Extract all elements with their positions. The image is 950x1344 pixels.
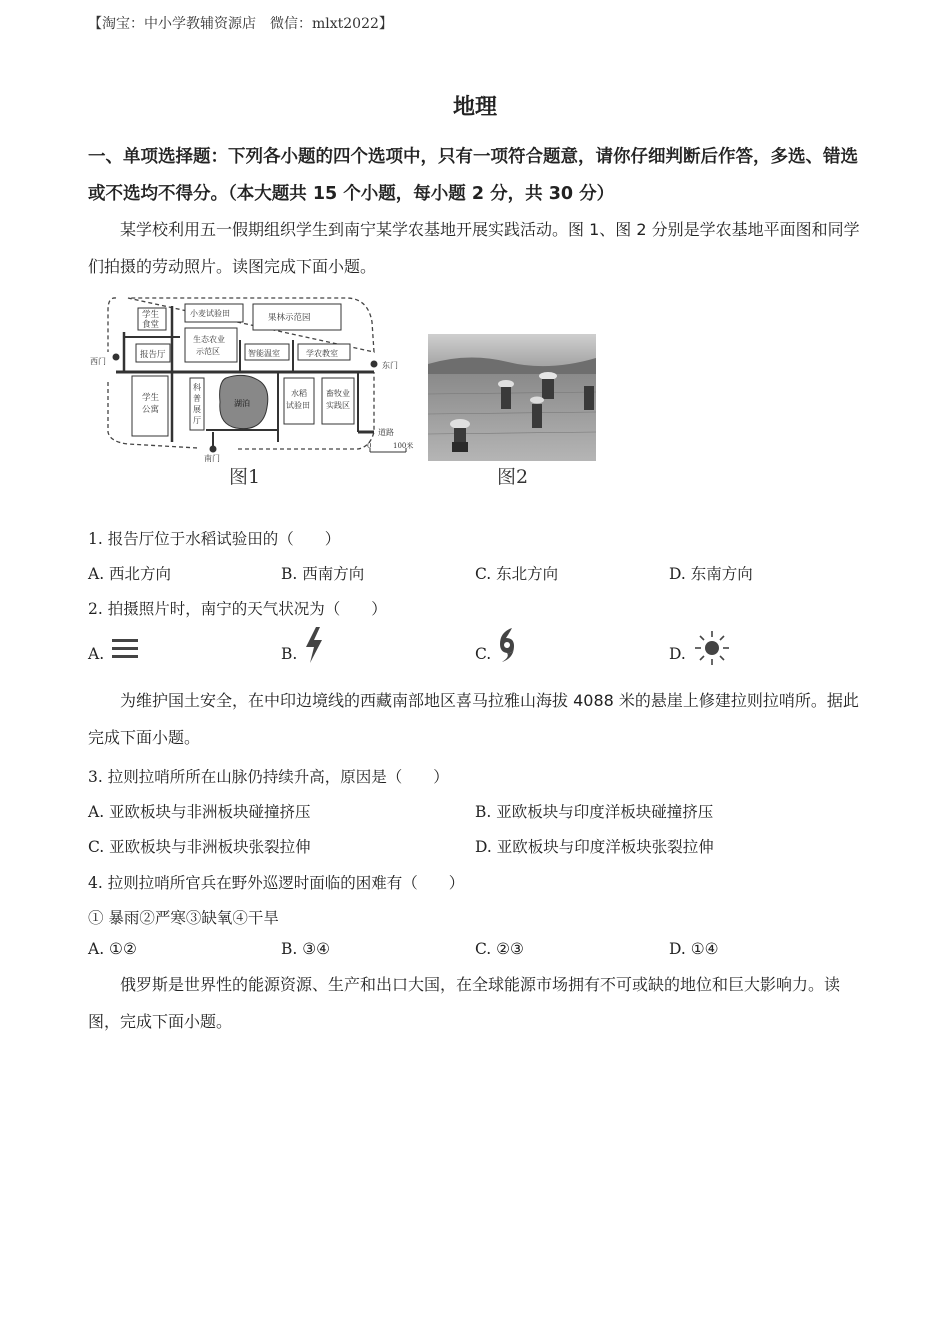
label-rice-1: 水稻 [291, 389, 307, 398]
q1-option-c[interactable]: C. 东北方向 [475, 565, 559, 583]
label-scale-100: 100米 [393, 442, 414, 450]
passage-3: 俄罗斯是世界性的能源资源、生产和出口大国，在全球能源市场拥有不可或缺的地位和巨大影响力。读图，完成下面小题。 [88, 975, 841, 1031]
label-science-4: 厅 [193, 416, 201, 425]
label-apartment-1: 学生 [142, 393, 160, 403]
label-science-2: 普 [193, 394, 201, 403]
label-canteen-2: 食堂 [142, 320, 160, 330]
label-lake: 湖泊 [234, 399, 250, 408]
q4-stem: 4. 拉则拉哨所官兵在野外巡逻时面临的困难有（ ） [88, 874, 465, 892]
q3-option-c[interactable]: C. 亚欧板块与非洲板块张裂拉伸 [88, 838, 311, 856]
label-east-gate: 东门 [382, 361, 398, 370]
label-hall: 报告厅 [140, 350, 166, 360]
figure-1-caption: 图1 [229, 466, 261, 488]
q3-stem: 3. 拉则拉哨所所在山脉仍持续升高，原因是（ ） [88, 768, 449, 786]
passage-2: 为维护国土安全，在中印边境线的西藏南部地区喜马拉雅山海拔 4088 米的悬崖上修建拉则拉哨所。据此完成下面小题。 [88, 691, 859, 747]
label-greenhouse: 智能温室 [248, 349, 280, 358]
label-wheat-field: 小麦试验田 [190, 309, 230, 318]
label-orchard: 果林示范园 [268, 313, 311, 323]
label-livestock-1: 畜牧业 [326, 389, 350, 398]
passage-1: 某学校利用五一假期组织学生到南宁某学农基地开展实践活动。图 1、图 2 分别是学农基地平面图和同学们拍摄的劳动照片。读图完成下面小题。 [88, 220, 860, 276]
q1-option-a[interactable]: A. 西北方向 [88, 565, 172, 583]
q3-option-a[interactable]: A. 亚欧板块与非洲板块碰撞挤压 [88, 803, 311, 821]
q2-stem: 2. 拍摄照片时，南宁的天气状况为（ ） [88, 600, 387, 618]
typhoon-icon [496, 626, 518, 664]
q2-option-a[interactable]: A. [88, 645, 105, 663]
fog-icon [110, 634, 140, 664]
label-road-legend: 道路 [378, 428, 394, 437]
q4-option-d[interactable]: D. ①④ [669, 940, 719, 958]
q4-option-a[interactable]: A. ①② [88, 940, 137, 958]
label-livestock-2: 实践区 [326, 401, 350, 410]
q1-stem: 1. 报告厅位于水稻试验田的（ ） [88, 530, 341, 548]
q4-option-c[interactable]: C. ②③ [475, 940, 524, 958]
q4-list: ① 暴雨②严寒③缺氧④干旱 [88, 909, 279, 927]
q1-option-b[interactable]: B. 西南方向 [281, 565, 365, 583]
label-science-1: 科 [193, 383, 201, 392]
q2-option-c[interactable]: C. [475, 645, 492, 663]
q3-option-d[interactable]: D. 亚欧板块与印度洋板块张裂拉伸 [475, 838, 714, 856]
page-title: 地理 [452, 95, 497, 120]
label-rice-2: 试验田 [286, 401, 310, 410]
label-south-gate: 南门 [204, 454, 220, 463]
label-eco-2: 示范区 [196, 347, 220, 356]
section-heading: 一、单项选择题：下列各小题的四个选项中，只有一项符合题意，请你仔细判断后作答，多选、错选或不选均不得分。（本大题共 15 个小题，每小题 2 分，共 30 分） [88, 147, 858, 204]
sun-icon [694, 630, 730, 666]
q3-option-b[interactable]: B. 亚欧板块与印度洋板块碰撞挤压 [475, 803, 714, 821]
label-eco-1: 生态农业 [193, 335, 225, 344]
header-watermark: 【淘宝：中小学教辅资源店 微信：mlxt2022】 [88, 16, 393, 32]
figure-2-caption: 图2 [497, 466, 529, 488]
q2-option-b[interactable]: B. [281, 645, 298, 663]
label-classroom: 学农教室 [306, 349, 338, 358]
q1-option-d[interactable]: D. 东南方向 [669, 565, 753, 583]
label-science-3: 展 [193, 405, 201, 414]
q2-option-d[interactable]: D. [669, 645, 686, 663]
q4-option-b[interactable]: B. ③④ [281, 940, 331, 958]
figure-2-photo [428, 334, 596, 461]
label-canteen-1: 学生 [142, 310, 160, 320]
label-scale-0: 0 [367, 442, 372, 450]
label-apartment-2: 公寓 [142, 405, 160, 415]
lightning-icon [302, 626, 326, 664]
label-west-gate: 西门 [90, 357, 106, 366]
